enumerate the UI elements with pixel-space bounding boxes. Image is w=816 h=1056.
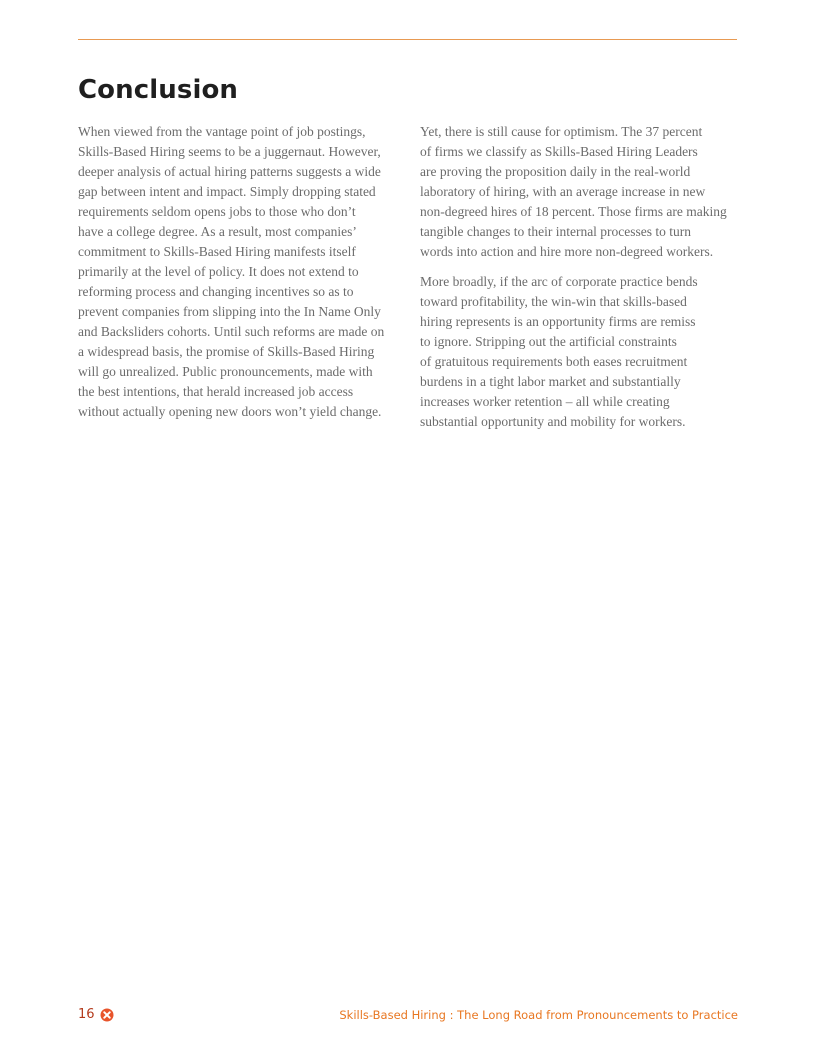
text-line: hiring represents is an opportunity firms are remiss	[420, 314, 696, 329]
footer-document-title: Skills-Based Hiring : The Long Road from Pronouncements to Practice	[339, 1008, 738, 1022]
text-line: of firms we classify as Skills-Based Hiring Leaders	[420, 144, 698, 159]
text-line: without actually opening new doors won’t yield change.	[78, 404, 382, 419]
text-line: deeper analysis of actual hiring patterns suggests a wide	[78, 164, 381, 179]
text-line: non-degreed hires of 18 percent. Those firms are making	[420, 204, 727, 219]
circled-x-icon	[100, 1008, 114, 1022]
text-line: and Backsliders cohorts. Until such reforms are made on	[78, 324, 385, 339]
right-paragraph-2	[420, 272, 740, 432]
text-line: gap between intent and impact. Simply dropping stated	[78, 184, 376, 199]
footer-page-number	[78, 1006, 114, 1024]
text-line: prevent companies from slipping into the In Name Only	[78, 304, 381, 319]
text-line: to ignore. Stripping out the artificial constraints	[420, 334, 677, 349]
text-line: laboratory of hiring, with an average increase in new	[420, 184, 706, 199]
text-line: Yet, there is still cause for optimism. The 37 percent	[420, 124, 703, 139]
text-line: tangible changes to their internal processes to turn	[420, 224, 692, 239]
text-line: of gratuitous requirements both eases recruitment	[420, 354, 688, 369]
page-title: Conclusion	[78, 75, 239, 105]
text-line: words into action and hire more non-degreed workers.	[420, 244, 714, 259]
header-rule	[78, 39, 737, 40]
text-line: requirements seldom opens jobs to those who don’t	[78, 204, 356, 219]
right-paragraph-1	[420, 122, 740, 262]
text-line: have a college degree. As a result, most companies’	[78, 224, 357, 239]
text-line: Skills-Based Hiring seems to be a juggernaut. However,	[78, 144, 381, 159]
page-number: 16	[78, 1007, 95, 1022]
left-paragraph	[78, 122, 394, 422]
text-line: burdens in a tight labor market and substantially	[420, 374, 681, 389]
right-column	[420, 122, 740, 442]
text-line: the best intentions, that herald increased job access	[78, 384, 354, 399]
text-line: When viewed from the vantage point of job postings,	[78, 124, 366, 139]
text-line: substantial opportunity and mobility for workers.	[420, 414, 686, 429]
text-line: commitment to Skills-Based Hiring manifests itself	[78, 244, 356, 259]
text-line: increases worker retention – all while creating	[420, 394, 670, 409]
text-line: a widespread basis, the promise of Skills-Based Hiring	[78, 344, 375, 359]
text-line: are proving the proposition daily in the real-world	[420, 164, 691, 179]
left-column	[78, 122, 394, 432]
text-line: will go unrealized. Public pronouncements, made with	[78, 364, 373, 379]
text-line: reforming process and changing incentives so as to	[78, 284, 354, 299]
text-line: toward profitability, the win-win that skills-based	[420, 294, 687, 309]
text-line: primarily at the level of policy. It does not extend to	[78, 264, 359, 279]
text-line: More broadly, if the arc of corporate practice bends	[420, 274, 698, 289]
